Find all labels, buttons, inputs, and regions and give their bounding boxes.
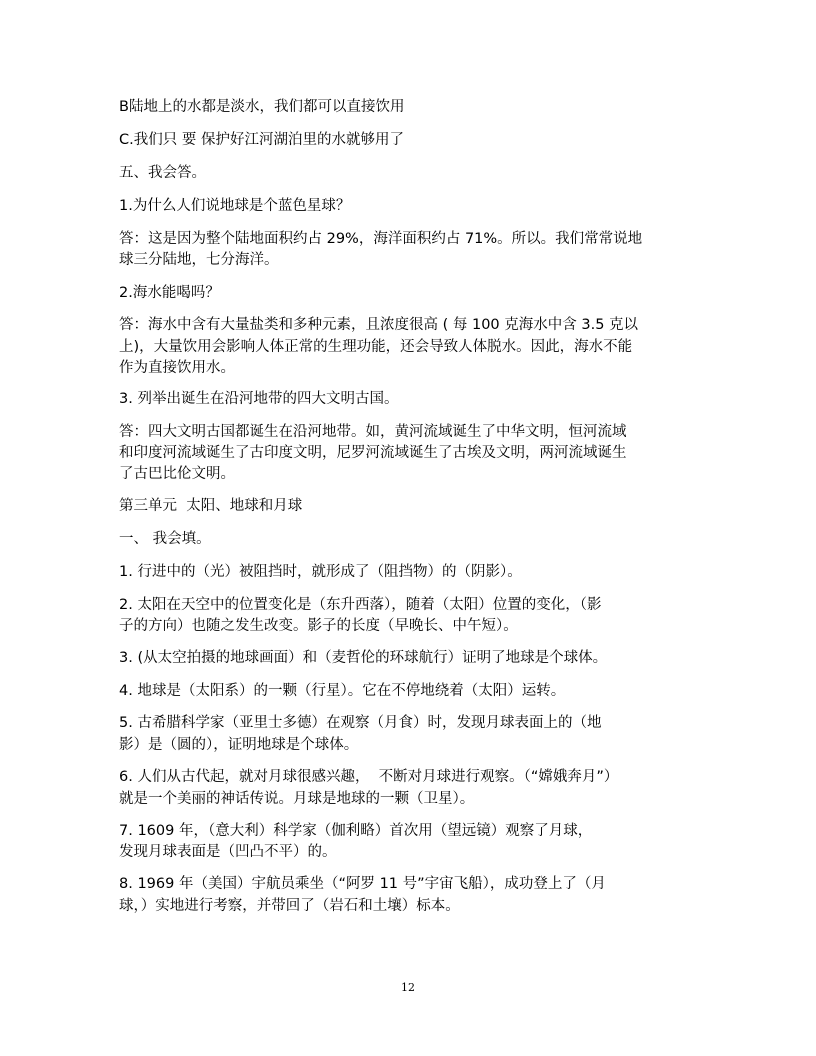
unit-heading: 第三单元 太阳、地球和月球 (119, 498, 303, 514)
question-2: 2.海水能喝吗？ (119, 285, 220, 301)
fill-item-1: 1. 行进中的（光）被阻挡时，就形成了（阻挡物）的（阴影）。 (119, 564, 522, 580)
question-1: 1.为什么人们说地球是个蓝色星球？ (119, 198, 351, 214)
fill-item-6-line-1: 6. 人们从古代起，就对月球很感兴趣， 不断对月球进行观察。（“嫦娥奔月”） (119, 769, 619, 785)
section-heading-answer: 五、我会答。 (119, 165, 206, 181)
fill-item-4: 4. 地球是（太阳系）的一颗（行星）。它在不停地绕着（太阳）运转。 (119, 683, 566, 699)
answer-3-line-3: 了古巴比伦文明。 (119, 466, 235, 482)
answer-3-line-1: 答：四大文明古国都诞生在沿河地带。如，黄河流域诞生了中华文明，恒河流域 (119, 424, 627, 440)
answer-3-line-2: 和印度河流域诞生了古印度文明，尼罗河流域诞生了古埃及文明，两河流域诞生 (119, 445, 627, 461)
answer-2-line-1: 答：海水中含有大量盐类和多种元素，且浓度很高 ( 每 100 克海水中含 3.5 克以 (119, 317, 639, 333)
text-line-option-c: C.我们只 要 保护好江河湖泊里的水就够用了 (119, 132, 404, 148)
answer-1-line-1: 答：这是因为整个陆地面积约占 29%，海洋面积约占 71%。所以。我们常常说地 (119, 231, 643, 247)
fill-item-7-line-1: 7. 1609 年，（意大利）科学家（伽利略）首次用（望远镜）观察了月球， (119, 823, 593, 839)
fill-item-8-line-2: 球，）实地进行考察，并带回了（岩石和土壤）标本。 (119, 898, 460, 914)
fill-item-2-line-1: 2. 太阳在天空中的位置变化是（东升西落），随着（太阳）位置的变化，（影 (119, 597, 602, 613)
fill-item-2-line-2: 子的方向）也随之发生改变。影子的长度（早晚长、中午短）。 (119, 618, 518, 634)
fill-item-5-line-2: 影）是（圆的），证明地球是个球体。 (119, 737, 359, 753)
answer-2-line-2: 上)，大量饮用会影响人体正常的生理功能，还会导致人体脱水。因此，海水不能 (119, 339, 633, 355)
fill-item-6-line-2: 就是一个美丽的神话传说。月球是地球的一颗（卫星）。 (119, 791, 475, 807)
fill-item-5-line-1: 5. 古希腊科学家（亚里士多德）在观察（月食）时，发现月球表面上的（地 (119, 715, 602, 731)
page-number: 12 (401, 981, 415, 994)
question-3: 3. 列举出诞生在沿河地带的四大文明古国。 (119, 391, 399, 407)
text-line-option-b: B陆地上的水都是淡水，我们都可以直接饮用 (119, 99, 405, 115)
fill-item-7-line-2: 发现月球表面是（凹凸不平）的。 (119, 844, 337, 860)
fill-item-8-line-1: 8. 1969 年（美国）宇航员乘坐（“阿罗 11 号”宇宙飞船），成功登上了（月 (119, 876, 606, 892)
answer-2-line-3: 作为直接饮用水。 (119, 360, 235, 376)
section-heading-fill: 一、 我会填。 (119, 531, 211, 547)
answer-1-line-2: 球三分陆地，七分海洋。 (119, 252, 279, 268)
fill-item-3: 3. (从太空拍摄的地球画面）和（麦哲伦的环球航行）证明了地球是个球体。 (119, 650, 608, 666)
